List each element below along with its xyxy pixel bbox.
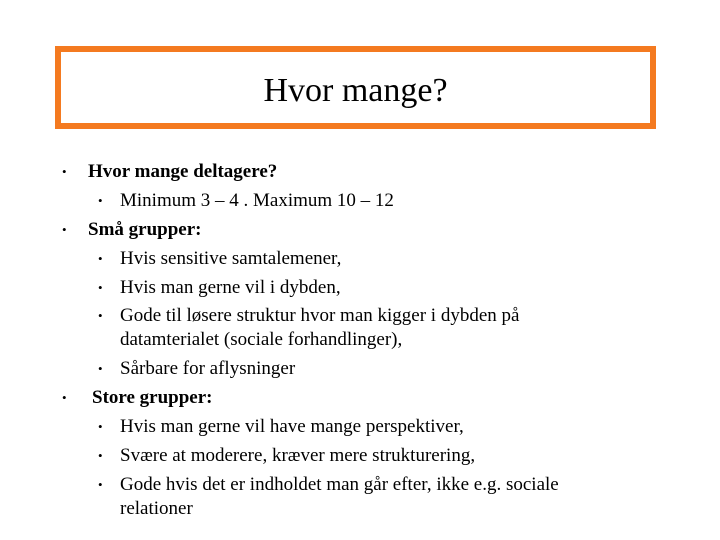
bullet-icon: •	[98, 361, 103, 376]
list-item: Sårbare for aflysninger	[120, 358, 296, 379]
list-item: Gode hvis det er indholdet man går efter, ikke e.g. sociale	[120, 474, 559, 495]
bullet-icon: •	[62, 222, 67, 237]
list-item: Store grupper:	[92, 387, 213, 408]
slide-title: Hvor mange?	[263, 71, 448, 109]
bullet-icon: •	[98, 308, 103, 323]
bullet-icon: •	[98, 193, 103, 208]
bullet-icon: •	[98, 448, 103, 463]
bullet-icon: •	[98, 477, 103, 492]
list-item: Hvis man gerne vil i dybden,	[120, 277, 341, 298]
title-box	[55, 46, 656, 129]
bullet-icon: •	[62, 390, 67, 405]
list-item: Hvor mange deltagere?	[88, 161, 278, 182]
list-item: Svære at moderere, kræver mere strukturering,	[120, 445, 476, 466]
bullet-icon: •	[98, 419, 103, 434]
bullet-icon: •	[98, 280, 103, 295]
list-item: Hvis sensitive samtalemener,	[120, 248, 342, 269]
list-item: Små grupper:	[88, 219, 202, 240]
list-item-continuation: relationer	[120, 498, 193, 519]
list-item: Minimum 3 – 4 . Maximum 10 – 12	[120, 190, 394, 211]
list-item: Gode til løsere struktur hvor man kigger i dybden på	[120, 305, 520, 326]
bullet-icon: •	[98, 251, 103, 266]
list-item: Hvis man gerne vil have mange perspektiver,	[120, 416, 464, 437]
bullet-icon: •	[62, 164, 67, 179]
list-item-continuation: datamterialet (sociale forhandlinger),	[120, 329, 403, 350]
